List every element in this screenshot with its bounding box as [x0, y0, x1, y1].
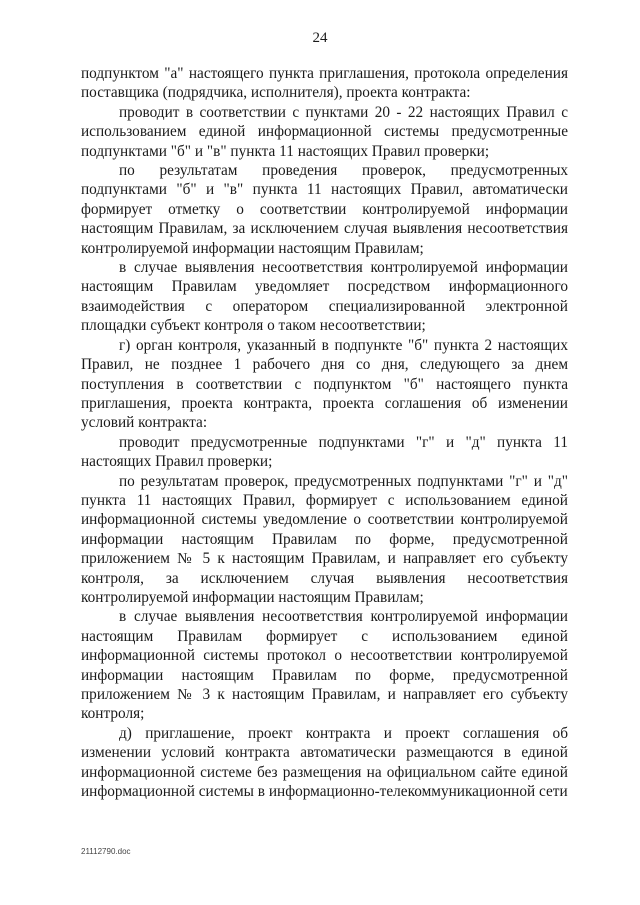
paragraph: д) приглашение, проект контракта и проект соглашения об изменении условий контракта автоматически размещаются в единой информационной системе без размещения на официальном сайте единой информационной системы в информационно-телекоммуникационной сети [81, 724, 568, 801]
paragraph: проводит в соответствии с пунктами 20 - 22 настоящих Правил с использованием единой информационной системы предусмотренные подпунктами "б" и "в" пункта 11 настоящих Правил проверки; [81, 103, 568, 160]
paragraph: по результатам проверок, предусмотренных подпунктами "г" и "д" пункта 11 настоящих Правил, формирует с использованием единой информационной системы уведомление о соответствии контролируемой информации настоящим Правилам по форме, предусмотренной приложением № 5 к настоящим Правилам, и направляет его субъекту контроля, за исключением случая выявления несоответствия контролируемой информации настоящим Правилам; [81, 472, 568, 606]
document-body [81, 64, 568, 801]
paragraph: проводит предусмотренные подпунктами "г" и "д" пункта 11 настоящих Правил проверки; [81, 433, 568, 471]
page-number: 24 [312, 30, 328, 46]
footer-document-code: 21112790.doc [81, 847, 131, 856]
paragraph: в случае выявления несоответствия контролируемой информации настоящим Правилам уведомляет посредством информационного взаимодействия с оператором специализированной электронной площадки субъект контроля о таком несоответствии; [81, 259, 568, 335]
paragraph: в случае выявления несоответствия контролируемой информации настоящим Правилам формирует с использованием единой информационной системы протокол о несоответствии контролируемой информации настоящим Правилам по форме, предусмотренной приложением № 3 к настоящим Правилам, и направляет его субъекту контроля; [81, 608, 568, 723]
paragraph: г) орган контроля, указанный в подпункте "б" пункта 2 настоящих Правил, не позднее 1 рабочего дня со дня, следующего за днем поступления в соответствии с подпунктом "б" настоящего пункта приглашения, проекта контракта, проекта соглашения об изменении условий контракта: [81, 336, 568, 432]
paragraph: по результатам проведения проверок, предусмотренных подпунктами "б" и "в" пункта 11 настоящих Правил, автоматически формирует отметку о соответствии контролируемой информации настоящим Правилам, за исключением случая выявления несоответствия контролируемой информации настоящим Правилам; [81, 162, 568, 257]
paragraph-continuation: подпунктом "а" настоящего пункта приглашения, протокола определения поставщика (подрядчика, исполнителя), проекта контракта: [81, 65, 568, 102]
